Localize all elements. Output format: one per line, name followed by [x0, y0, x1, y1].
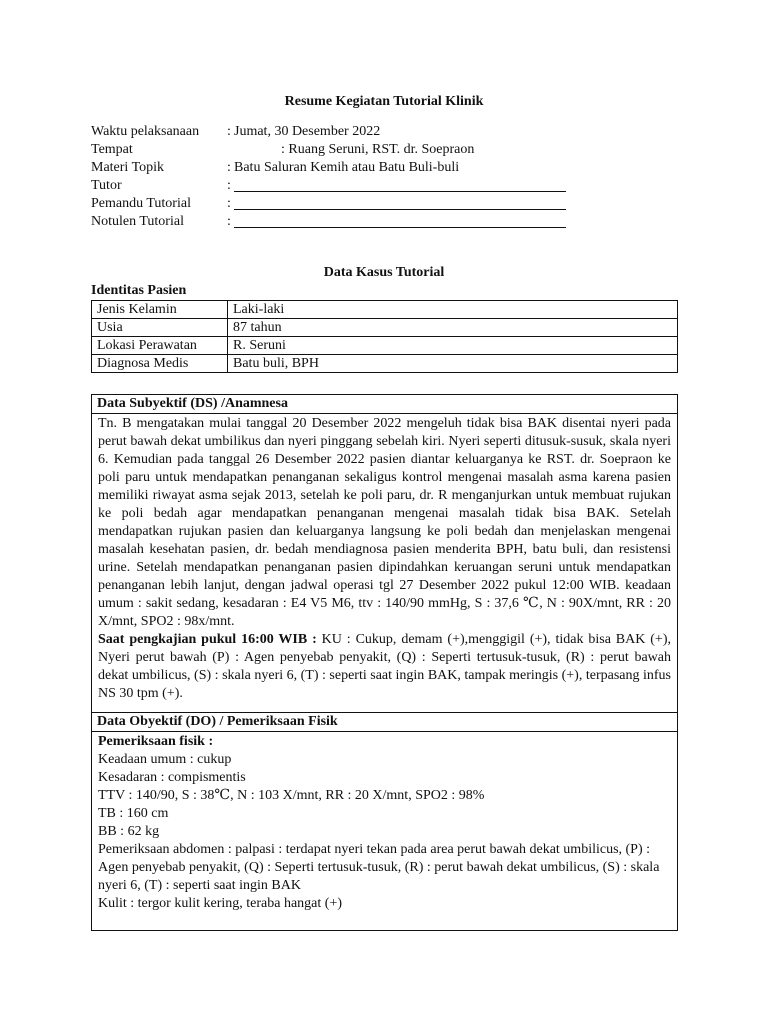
do-line: TB : 160 cm [98, 806, 169, 821]
table-row [92, 337, 678, 355]
table-cell-value: R. Seruni [228, 337, 678, 355]
do-body [92, 732, 677, 913]
do-line: Kulit : tergor kulit kering, teraba hangat (+) [98, 896, 343, 911]
blank-line [234, 191, 566, 192]
table-cell-value: Laki-laki [228, 301, 678, 319]
assessment-text: KU : Cukup, demam (+),menggigil (+), tidak bisa BAK (+), Nyeri perut bawah (P) : Agen penyebab penyakit, (Q) : Seperti tertusuk-tusuk, (R) : perut bawah dekat umbilicus, (S) : skala nyeri 6, (T) : seperti saat ingin BAK, tampak meringis (+), terpasang infus NS 30 tpm (+). [98, 632, 671, 701]
table-cell-key: Diagnosa Medis [92, 355, 228, 373]
meta-label: Waktu pelaksanaan [91, 124, 200, 139]
do-subheading: Pemeriksaan fisik : [98, 734, 214, 749]
table-cell-value: Batu buli, BPH [228, 355, 678, 373]
case-data-box [91, 394, 678, 931]
table-cell-key: Usia [92, 319, 228, 337]
meta-label: Pemandu Tutorial [91, 196, 191, 211]
do-line: Pemeriksaan abdomen : palpasi : terdapat nyeri tekan pada area perut bawah dekat umbilicus, (P) : Agen penyebab penyakit, (Q) : Seperti tertusuk-tusuk, (R) : perut bawah dekat umbilicus, (S) : skala nyeri 6, (T) : seperti saat ingin BAK [98, 842, 660, 893]
meta-label: Tutor [91, 178, 122, 193]
do-line: BB : 62 kg [98, 824, 160, 839]
table-cell-key: Jenis Kelamin [92, 301, 228, 319]
meta-colon: : [227, 196, 231, 211]
ds-assessment [98, 631, 671, 703]
table-row [92, 355, 678, 373]
do-heading: Data Obyektif (DO) / Pemeriksaan Fisik [92, 713, 677, 732]
table-cell-key: Lokasi Perawatan [92, 337, 228, 355]
ds-heading: Data Subyektif (DS) /Anamnesa [92, 395, 677, 414]
table-row [92, 301, 678, 319]
document-title: Resume Kegiatan Tutorial Klinik [284, 94, 484, 109]
blank-line [234, 227, 566, 228]
meta-colon: : [227, 160, 231, 175]
ds-narrative: Tn. B mengatakan mulai tanggal 20 Desember 2022 mengeluh tidak bisa BAK disentai nyeri pada perut bawah dekat umbilikus dan nyeri pinggang sebelah kiri. Nyeri seperti ditusuk-susuk, skala nyeri 6. Kemudian pada tanggal 26 Desember 2022 pasien diantar keluarganya ke RST. dr. Soepraon ke poli paru untuk mendapatkan penanganan sekaligus kontrol mengenai masalah asma karena pasien memiliki riwayat asma sejak 2013, setelah ke poli paru, dr. R menganjurkan untuk membuat rujukan ke poli bedah agar mendapatkan penanganan mengenai masalah tidak bisa BAK. Setelah mendapatkan rujukan pasien dan keluarganya langsung ke poli bedah dan menjelaskan mengenai masalah kesehatan pasien, dr. bedah mendiagnosa pasien menderita BPH, batu buli, dan resistensi urine. Setelah mendapatkan penanganan pasien dipindahkan keruangan seruni untuk mendapatkan penanganan lebih lanjut, dengan jadwal operasi tgl 27 Desember 2022 pukul 12:00 WIB. keadaan umum : sakit sedang, kesadaran : E4 V5 M6, ttv : 140/90 mmHg, S : 37,6 ℃, N : 90X/mnt, RR : 20 X/mnt, SPO2 : 98x/mnt. [98, 416, 671, 629]
do-line: Kesadaran : compismentis [98, 770, 246, 785]
patient-heading: Identitas Pasien [91, 283, 187, 298]
section-title: Data Kasus Tutorial [323, 265, 445, 280]
ds-body [92, 414, 677, 713]
meta-label: Tempat [91, 142, 133, 157]
meta-label: Notulen Tutorial [91, 214, 184, 229]
meta-label: Materi Topik [91, 160, 165, 175]
meta-colon: : [227, 214, 231, 229]
do-line: Keadaan umum : cukup [98, 752, 232, 767]
blank-line [234, 209, 566, 210]
meta-colon: : [227, 124, 231, 139]
assessment-label: Saat pengkajian pukul 16:00 WIB : [98, 632, 317, 647]
table-cell-value: 87 tahun [228, 319, 678, 337]
meta-colon: : [227, 178, 231, 193]
patient-table [91, 300, 678, 373]
table-row [92, 319, 678, 337]
do-line: TTV : 140/90, S : 38℃, N : 103 X/mnt, RR : 20 X/mnt, SPO2 : 98% [98, 788, 485, 803]
meta-value: Jumat, 30 Desember 2022 [234, 124, 381, 139]
meta-value: Batu Saluran Kemih atau Batu Buli-buli [234, 160, 460, 175]
meta-value: : Ruang Seruni, RST. dr. Soepraon [281, 142, 475, 157]
